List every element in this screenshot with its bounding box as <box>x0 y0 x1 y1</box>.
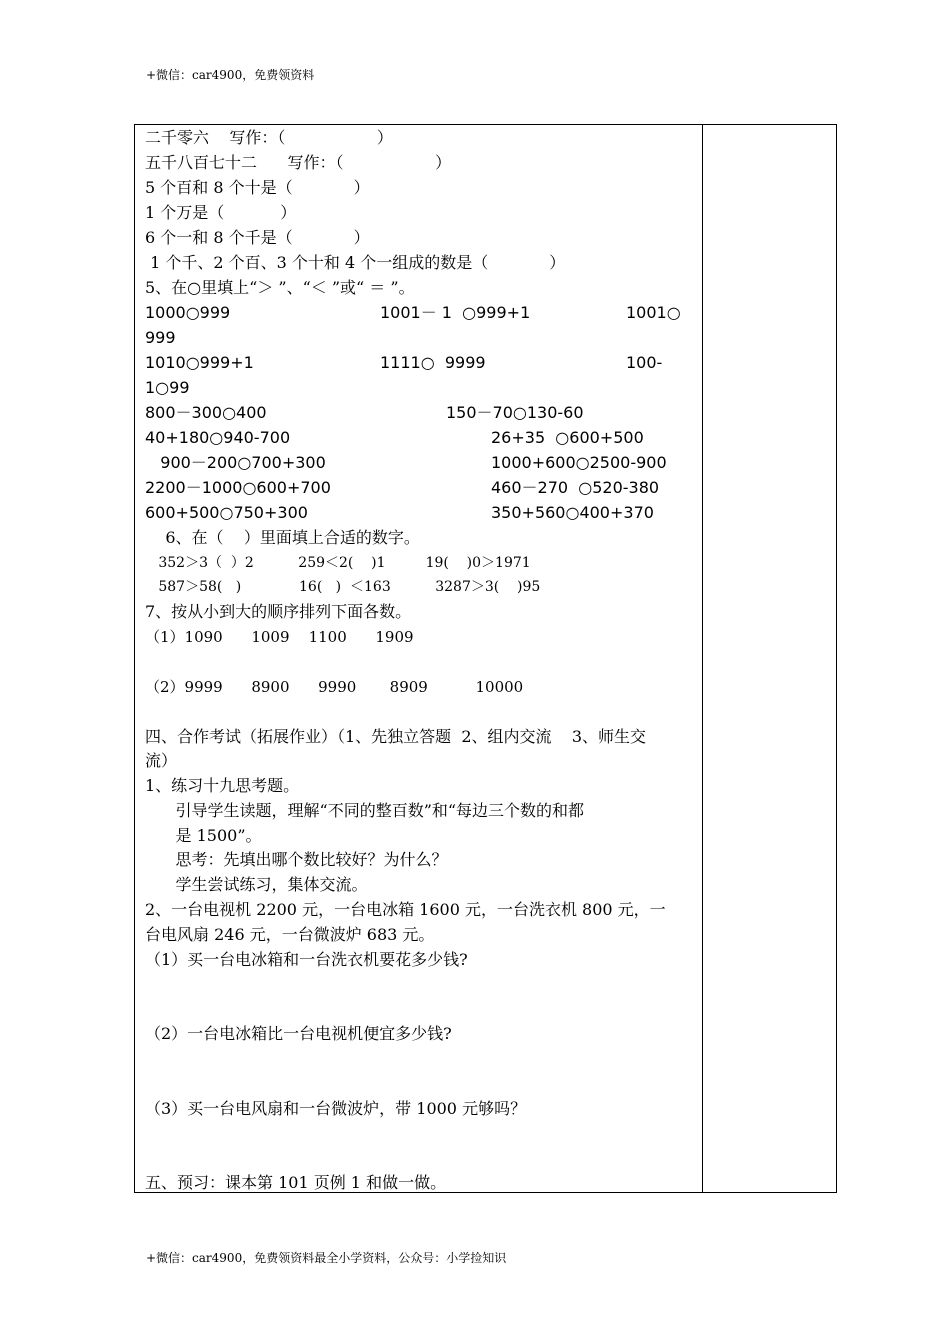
text-line: 引导学生读题，理解“不同的整百数”和“每边三个数的和都 <box>145 801 585 820</box>
text-line: 100- <box>626 353 663 372</box>
text-line: 1 个千、2 个百、3 个十和 4 个一组成的数是（ ） <box>145 253 566 272</box>
text-line: 5、在○里填上“＞ ”、“＜ ”或“ ＝ ”。 <box>145 278 415 297</box>
worksheet-table <box>134 124 837 1193</box>
text-line: 四、合作考试（拓展作业）（1、先独立答题 2、组内交流 3、师生交 <box>145 727 647 746</box>
text-line: 台电风扇 246 元，一台微波炉 683 元。 <box>145 925 435 944</box>
text-line: 思考：先填出哪个数比较好？为什么？ <box>145 850 448 869</box>
text-line: （3）买一台电风扇和一台微波炉，带 1000 元够吗？ <box>145 1099 527 1118</box>
text-line: 800－300○400 <box>145 403 267 422</box>
text-line: 五千八百七十二 写作：（ ） <box>145 153 452 172</box>
text-line: 460－270 ○520-380 <box>491 478 660 497</box>
text-line: 五、预习：课本第 101 页例 1 和做一做。 <box>145 1173 447 1192</box>
text-line: 1001－ 1 ○999+1 <box>380 303 531 322</box>
text-line: 1000+600○2500-900 <box>491 453 667 472</box>
text-line: 1○99 <box>145 378 190 397</box>
text-line: （1）1090 1009 1100 1909 <box>145 628 414 646</box>
column-divider <box>702 125 703 1192</box>
text-line: 6 个一和 8 个千是（ ） <box>145 228 370 247</box>
text-line: （2）一台电冰箱比一台电视机便宜多少钱? <box>145 1024 452 1043</box>
text-line: 5 个百和 8 个十是（ ） <box>145 178 370 197</box>
text-line: 1010○999+1 <box>145 353 254 372</box>
text-line: （2）9999 8900 9990 8909 10000 <box>145 678 524 696</box>
text-line: 587＞58( ) 16( ) ＜163 3287＞3( )95 <box>145 579 541 595</box>
text-line: 1001○ <box>626 303 681 322</box>
text-line: 流） <box>145 751 178 770</box>
page-footer: +微信：car4900，免费领资料最全小学资料，公众号：小学捡知识 <box>146 1251 507 1265</box>
text-line: 40+180○940-700 <box>145 428 291 447</box>
text-line: 999 <box>145 328 176 347</box>
text-line: 600+500○750+300 <box>145 503 308 522</box>
text-line: 350+560○400+370 <box>491 503 654 522</box>
text-line: 352＞3（ ）2 259＜2( )1 19( )0＞1971 <box>145 555 531 571</box>
text-line: 1000○999 <box>145 303 231 322</box>
text-line: 7、按从小到大的顺序排列下面各数。 <box>145 602 412 621</box>
text-line: 150－70○130-60 <box>446 403 584 422</box>
text-line: 6、在（ ）里面填上合适的数字。 <box>145 528 420 547</box>
text-line: 1、练习十九思考题。 <box>145 776 300 795</box>
text-line: 二千零六 写作：（ ） <box>145 128 393 147</box>
text-line: 1 个万是（ ） <box>145 203 297 222</box>
text-line: 是 1500”。 <box>145 826 262 845</box>
text-line: 2、一台电视机 2200 元，一台电冰箱 1600 元，一台洗衣机 800 元，一 <box>145 900 666 919</box>
text-line: （1）买一台电冰箱和一台洗衣机要花多少钱? <box>145 950 468 969</box>
text-line: 学生尝试练习，集体交流。 <box>145 875 368 894</box>
text-line: 26+35 ○600+500 <box>491 428 644 447</box>
text-line: 900－200○700+300 <box>145 453 326 472</box>
text-line: 2200－1000○600+700 <box>145 478 331 497</box>
page-header: +微信：car4900，免费领资料 <box>146 68 315 82</box>
text-line: 1111○ 9999 <box>380 353 486 372</box>
